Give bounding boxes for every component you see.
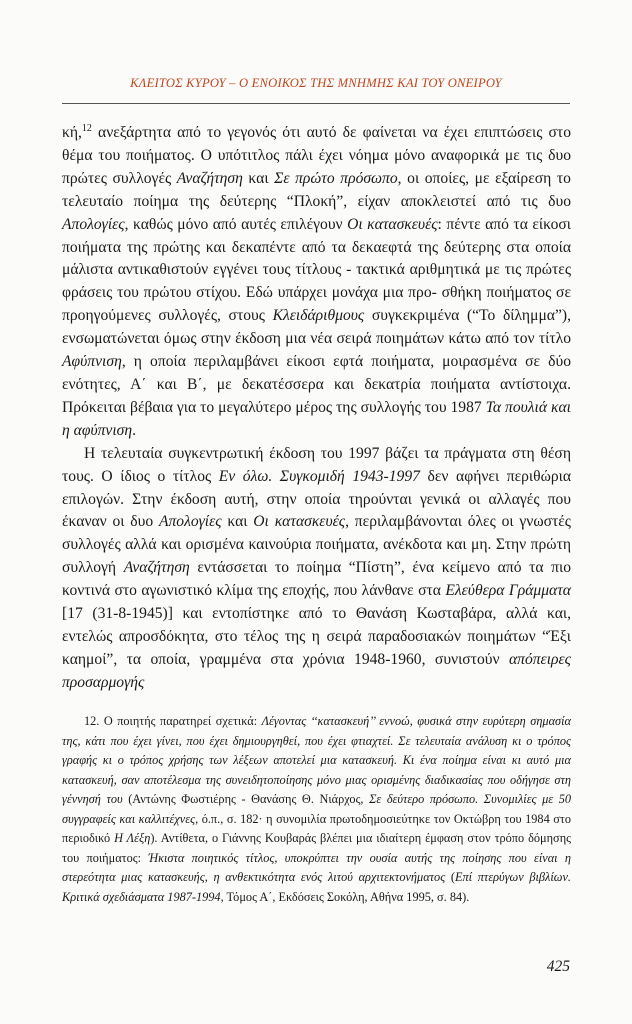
text-span: κή, <box>62 124 82 141</box>
text-span: ανεξάρτητα από το γεγονός ότι αυτό δε φαίνεται να έχει επιπτώσεις στο θέμα του ποιήματος. Ο υπότιτλος πάλι έχει νόημα μόνο αναφορικά με τις δυο πρώτες συλλογές <box>62 124 571 187</box>
header-rule <box>62 103 570 104</box>
footnote-12 <box>62 712 571 907</box>
running-header: ΚΛΕΙΤΟΣ ΚΥΡΟΥ – Ο ΕΝΟΙΚΟΣ ΤΗΣ ΜΝΗΜΗΣ ΚΑΙ ΤΟΥ ΟΝΕΙΡΟΥ <box>130 76 502 90</box>
italic-title: Οι κατασκευές <box>347 215 438 233</box>
page-number: 425 <box>546 958 570 975</box>
italic-title: απόπειρες προσαρμογής <box>62 650 571 691</box>
italic-title: Κλειδάριθμους <box>272 307 365 325</box>
text-span: , Τόμος Α΄, Εκδόσεις Σοκόλη, Αθήνα 1995, σ. 84). <box>220 889 470 904</box>
italic-quote: Λέγοντας ‘‘κατασκευή’’ εννοώ, φυσικά στην ευρύτερη σημασία της, κάτι που έχει γίνει, που έχει δημιουργηθεί, που έχει φτιαχτεί. Σε τελευταία ανάλυση κι ο τρόπος γραφής κι ο τρόπος χρήσης των λέξεων αποτελεί μια κατασκευή. Κι ένα ποίημα είναι κι αυτό μια κατασκευή, σαν αποτέλεσμα της συνειδητοποίησης μόνο μιας ορισμένης διαδικασίας που οδήγησε στη γέννησή του <box>62 714 571 806</box>
footnotes <box>62 712 571 907</box>
text-span: Η τελευταία συγκεντρωτική έκδοση του 1997 βάζει τα πράγματα στη θέση τους. Ο ίδιος ο τίτλος <box>62 444 571 485</box>
main-text <box>62 122 571 695</box>
paragraph-1 <box>62 122 571 443</box>
text-span: ). Αντίθετα, ο Γιάννης Κουβαράς βλέπει μια ιδιαίτερη έμφαση στον τρόπο δόμησης του ποιήματος: <box>62 831 571 865</box>
paragraph-2 <box>62 443 571 695</box>
italic-title: Αναζήτηση <box>123 559 190 577</box>
text-span: . <box>132 421 137 439</box>
italic-title: Τα πουλιά και η αφύπνιση <box>62 398 572 439</box>
text-span: , περιλαμβάνονται όλες οι γνωστές συλλογές αλλά και ορισμένα καινούρια ποιήματα, ανέκδοτα και μη. Στην πρώτη συλλογή <box>62 513 571 577</box>
text-span: , ό.π., σ. 182· η συνομιλία πρωτοδημοσιεύτηκε τον Οκτώβρη του 1984 στο περιοδικό <box>62 811 571 845</box>
text-span: δεν αφήνει περιθώρια επιλογών. Στην έκδοση αυτή, στην οποία τηρούνται γενικά οι αλλαγές που έκαναν οι δυο <box>62 467 571 531</box>
italic-title: Σε πρώτο πρόσωπο <box>274 169 398 187</box>
italic-title: Ελεύθερα Γράμματα <box>445 582 571 600</box>
text-span: : πέντε από τα είκοσι ποιήματα της πρώτης και δεκαπέντε από τα δεκαεφτά της δεύτερης στα οποία μάλιστα αντικαθιστούν εγγένει τους τίτλους - τακτικά αριθμητικά με τις πρώτες φράσεις του πρώτου στίχου. Εδώ υπάρχει μονάχα μια προ- σθήκη ποιήματος σε προηγούμενες συλλογές, στους <box>62 215 571 325</box>
italic-quote: Ήκιστα ποιητικός τίτλος, υποκρύπτει την ουσία αυτής της ποίησης που είναι η στερεότητα μιας κατασκευής, η ανθεκτικότητα ενός λιτού αρχιτεκτονήματος <box>62 850 571 884</box>
text-span: και <box>221 513 254 531</box>
italic-title: Σε δεύτερο πρόσωπο. Συνομιλίες με 50 συγγραφείς και καλλιτέχνες <box>62 792 571 826</box>
italic-title: Εν όλω. Συγκομιδή 1943-1997 <box>218 467 420 485</box>
text-span: [17 (31-8-1945)] και εντοπίστηκε από το Θανάση Κωσταβάρα, αλλά και, εντελώς απροσδόκητα, στο τέλος της η σειρά παραδοσιακών ποιημάτων “Έξι καημοί”, τα οποία, γραμμένα στα χρόνια 1948-1960, συνιστούν <box>62 605 571 668</box>
footnote-ref: 12 <box>81 122 92 134</box>
text-span: , η οποία περιλαμβάνει είκοσι εφτά ποιήματα, μοιρασμένα σε δύο ενότητες, Α΄ και Β΄, με δεκατέσσερα και δεκατρία ποιήματα αντίστοιχα. Πρόκειται βέβαια για το μεγαλύτερο μέρος της συλλογής του 1987 <box>62 353 571 416</box>
italic-title: Οι κατασκευές <box>253 513 346 531</box>
text-span: (Αντώνης Φωστιέρης - Θανάσης Θ. Νιάρχος, <box>122 792 370 806</box>
italic-title: Απολογίες <box>158 513 222 531</box>
text-span: 12. Ο ποιητής παρατηρεί σχετικά: <box>84 714 262 728</box>
italic-title: Επί πτερύγων βιβλίων. Κριτικά σχεδιάσματα 1987-1994 <box>62 870 571 904</box>
text-span: εντάσσεται το ποίημα “Πίστη”, ένα κείμενο από τα πιο κοντινά στο αγωνιστικό κλίμα της εποχής, που λάνθανε στα <box>62 559 571 600</box>
text-span: συγκεκριμένα (“Το δίλημμα”), ενσωματώνεται όμως στην έκδοση μια νέα σειρά ποιημάτων κάτω από τον τίτλο <box>62 307 571 348</box>
italic-title: Αναζήτηση <box>176 169 243 187</box>
italic-title: Αφύπνιση <box>62 353 122 371</box>
text-span: ( <box>445 870 455 884</box>
italic-title: Απολογίες <box>62 215 125 233</box>
italic-title: Η Λέξη <box>114 831 151 845</box>
text-span: , καθώς μόνο από αυτές επιλέγουν <box>124 215 348 233</box>
text-span: , οι οποίες, με εξαίρεση το τελευταίο ποίημα της δεύτερης “Πλοκή”, είχαν αποκλειστεί από τις δυο <box>62 169 571 210</box>
text-span: και <box>242 169 275 187</box>
